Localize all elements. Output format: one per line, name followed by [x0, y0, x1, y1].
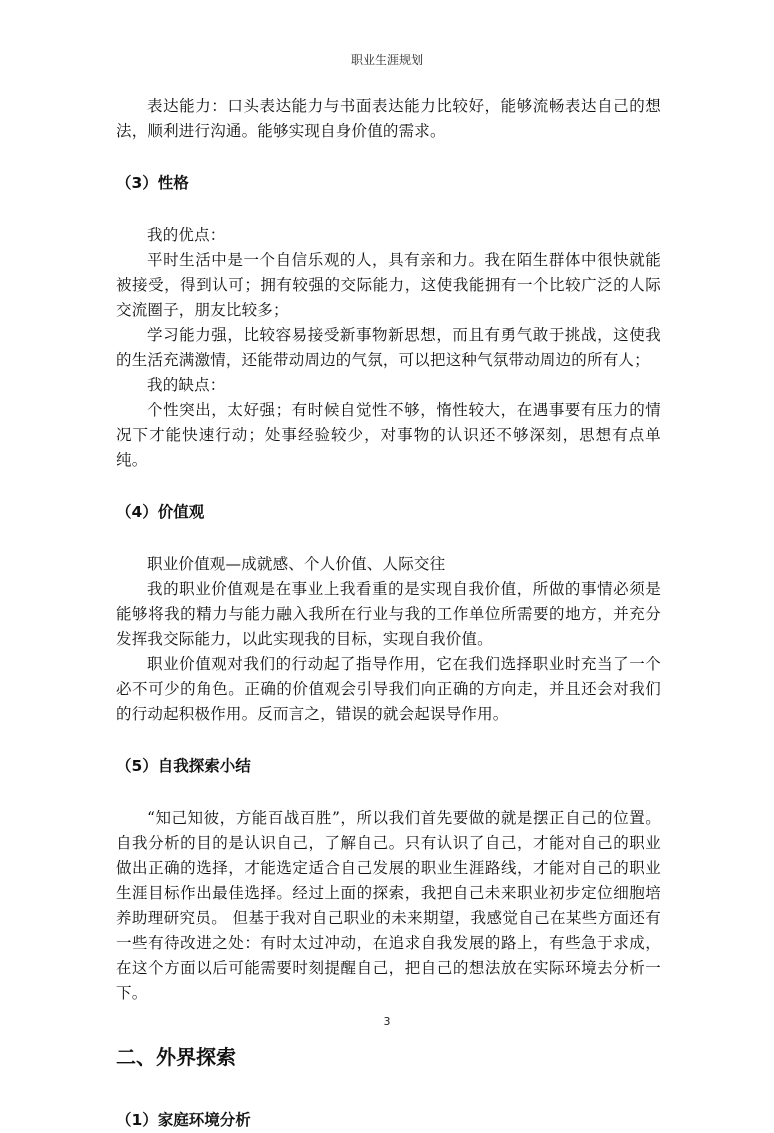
weaknesses-label: 我的缺点：: [147, 376, 226, 394]
section-heading-personality: （3）性格: [116, 174, 189, 192]
page-header: 职业生涯规划: [350, 53, 423, 67]
strength-paragraph-2: 学习能力强，比较容易接受新事物新思想，而且有勇气敢于挑战，这使我的生活充满激情，还能带动周边的气氛，可以把这种气氛带动周边的所有人；: [116, 326, 661, 369]
section-heading-summary: （5）自我探索小结: [116, 757, 251, 775]
values-summary-line: 职业价值观—成就感、个人价值、人际交往: [147, 555, 446, 573]
values-paragraph-1: 我的职业价值观是在事业上我看重的是实现自我价值，所做的事情必须是能够将我的精力与能力融入我所在行业与我的工作单位所需要的地方，并充分发挥我交际能力，以此实现我的目标，实现自我价值。: [116, 580, 661, 648]
expression-ability-paragraph: 表达能力：口头表达能力与书面表达能力比较好，能够流畅表达自己的想法，顺利进行沟通。能够实现自身价值的需求。: [116, 97, 661, 140]
section-heading-values: （4）价值观: [116, 503, 205, 521]
chapter-heading-external: 二、外界探索: [116, 1045, 236, 1069]
strength-paragraph-1: 平时生活中是一个自信乐观的人，具有亲和力。我在陌生群体中很快就能被接受，得到认可；拥有较强的交际能力，这使我能拥有一个比较广泛的人际交流圈子，朋友比较多；: [116, 251, 661, 319]
document-body: [116, 94, 661, 1133]
values-paragraph-2: 职业价值观对我们的行动起了指导作用，它在我们选择职业时充当了一个必不可少的角色。正确的价值观会引导我们向正确的方向走，并且还会对我们的行动起积极作用。反而言之，错误的就会起误导作用。: [116, 655, 661, 723]
page-number: 3: [383, 1015, 391, 1028]
summary-paragraph: “知己知彼，方能百战百胜”，所以我们首先要做的就是摆正自己的位置。自我分析的目的是认识自己，了解自己。只有认识了自己，才能对自己的职业做出正确的选择，才能选定适合自己发展的职业生涯路线，才能对自己的职业生涯目标作出最佳选择。经过上面的探索，我把自己未来职业初步定位细胞培养助理研究员。 但基于我对自己职业的未来期望，我感觉自己在某些方面还有一些有待改进之处：有时太过冲动，在追求自我发展的路上，有些急于求成，在这个方面以后可能需要时刻提醒自己，把自己的想法放在实际环境去分析一下。: [116, 809, 661, 1002]
section-heading-family: （1）家庭环境分析: [116, 1111, 251, 1129]
weakness-paragraph-1: 个性突出，太好强；有时候自觉性不够，惰性较大，在遇事要有压力的情况下才能快速行动；处事经验较少，对事物的认识还不够深刻，思想有点单纯。: [116, 401, 661, 469]
strengths-label: 我的优点：: [147, 226, 226, 244]
